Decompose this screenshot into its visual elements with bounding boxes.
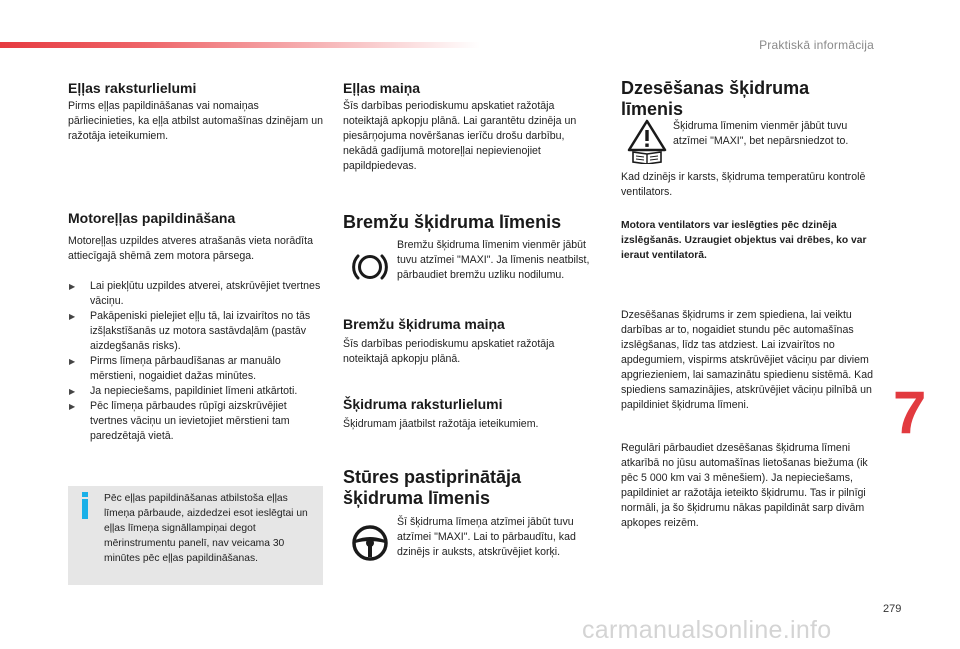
oil-topup-heading: Motoreļļas papildināšana — [68, 210, 236, 226]
info-box — [68, 486, 323, 585]
page-number: 279 — [883, 603, 902, 615]
brake-change-text: Šīs darbības periodiskumu apskatiet ražotāja noteiktajā apkopju plānā. — [343, 338, 555, 365]
list-item: ▶ Pēc līmeņa pārbaudes rūpīgi aizskrūvējiet tvertnes vāciņu un ievietojiet mērstieni tam paredzētajā vietā. — [68, 399, 323, 444]
list-item: ▶ Ja nepieciešams, papildiniet līmeni atkārtoti. — [68, 384, 323, 399]
fluid-spec-text: Šķidrumam jāatbilst ražotāja ieteikumiem. — [343, 418, 539, 430]
list-item: ▶ Lai piekļūtu uzpildes atverei, atskrūvējiet tvertnes vāciņu. — [68, 279, 323, 309]
brake-level-text: Bremžu šķidruma līmenim vienmēr jābūt tuvu atzīmei "MAXI". Ja līmenis neatbilst, pārbaudiet bremžu uzliku nodilumu. — [397, 239, 590, 281]
brake-warning-icon — [347, 244, 393, 290]
coolant-fan-text: Kad dzinējs ir karsts, šķidruma temperatūru kontrolē ventilators. — [621, 171, 866, 198]
oil-characteristics-heading: Eļļas raksturlielumi — [68, 80, 197, 96]
brake-change-heading: Bremžu šķidruma maiņa — [343, 316, 505, 332]
fluid-spec-heading: Šķidruma raksturlielumi — [343, 396, 503, 412]
info-icon — [80, 492, 90, 520]
coolant-level-heading: Dzesēšanas šķidruma līmenis — [621, 78, 810, 119]
info-box-text: Pēc eļļas papildināšanas atbilstoša eļļas līmeņa pārbaude, aizdedzei esot ieslēgtai un eļļas līmeņa signāllampiņai degot mērinstrumentu panelī, nav veicama 30 minūtes pēc eļļas papildināšanas. — [104, 493, 308, 564]
brake-level-heading: Bremžu šķidruma līmenis — [343, 212, 562, 232]
coolant-warning-manual-icon — [625, 118, 669, 164]
oil-change-text: Šīs darbības periodiskumu apskatiet ražotāja noteiktajā apkopju plānā. Lai garantētu dzinēja un piesārņojuma novēršanas ierīču drošu darbību, nekādā gadījumā motoreļļai nepievienojiet papildpiedevas. — [343, 100, 577, 172]
coolant-check-text: Regulāri pārbaudiet dzesēšanas šķidruma līmeni atkarībā no jūsu automašīnas lietošanas biežuma (ik pēc 5 000 km vai 3 mēnešiem). Ja nepieciešams, papildiniet ar ražotāja ieteikto šķidrumu. Tas ir pilnīgi normāli, ja šo šķidrumu nākas papildināt sarp divām apkopes reizēm. — [621, 442, 868, 529]
header-accent-bar — [0, 42, 480, 48]
coolant-max-text: Šķidruma līmenim vienmēr jābūt tuvu atzīmei "MAXI", bet nepārsniedzot to. — [673, 120, 849, 147]
coolant-pressure-text: Dzesēšanas šķidrums ir zem spiediena, lai veiktu darbības ar to, nogaidiet stundu pēc automašīnas izslēgšanas, līdz tas atdziest. Lai izvairītos no apdegumiem, vispirms atskrūvējiet vāciņu par diviem apgriezieniem, lai samazinātu spiedienu sistēmā. Kad spiediens samazinājies, atskrūvējiet vāciņu pilnībā un papildiniet šķidruma līmeni. — [621, 309, 874, 411]
oil-characteristics-text: Pirms eļļas papildināšanas vai nomaiņas pārliecinieties, ka eļļa atbilst automašīnas dzinējam un ražotāja ieteikumiem. — [68, 100, 323, 142]
steering-level-heading: Stūres pastiprinātāja šķidruma līmenis — [343, 467, 522, 508]
steering-level-text: Šī šķidruma līmeņa atzīmei jābūt tuvu atzīmei "MAXI". Lai to pārbaudītu, kad dzinējs ir auksts, atskrūvējiet korķi. — [397, 516, 576, 558]
oil-change-heading: Eļļas maiņa — [343, 80, 421, 96]
steering-wheel-icon — [347, 520, 393, 566]
section-title: Praktiskā informācija — [759, 38, 874, 52]
list-item: ▶ Pakāpeniski pielejiet eļļu tā, lai izvairītos no tās izšļakstīšanās uz motora sastāvdaļām (pastāv aizdegšanās risks). — [68, 309, 323, 354]
list-item: ▶ Pirms līmeņa pārbaudīšanas ar manuālo mērstieni, nogaidiet dažas minūtes. — [68, 354, 323, 384]
coolant-fan-warning: Motora ventilators var ieslēgties pēc dzinēja izslēgšanās. Uzraugiet objektus vai drēbes, ko var ieraut ventilatorā. — [621, 220, 867, 261]
oil-topup-steps — [68, 279, 323, 444]
chapter-number: 7 — [893, 379, 927, 446]
oil-topup-text: Motoreļļas uzpildes atveres atrašanās vieta norādīta attiecīgajā shēmā zem motora pārsega. — [68, 235, 313, 262]
watermark: carmanualsonline.info — [582, 616, 832, 644]
